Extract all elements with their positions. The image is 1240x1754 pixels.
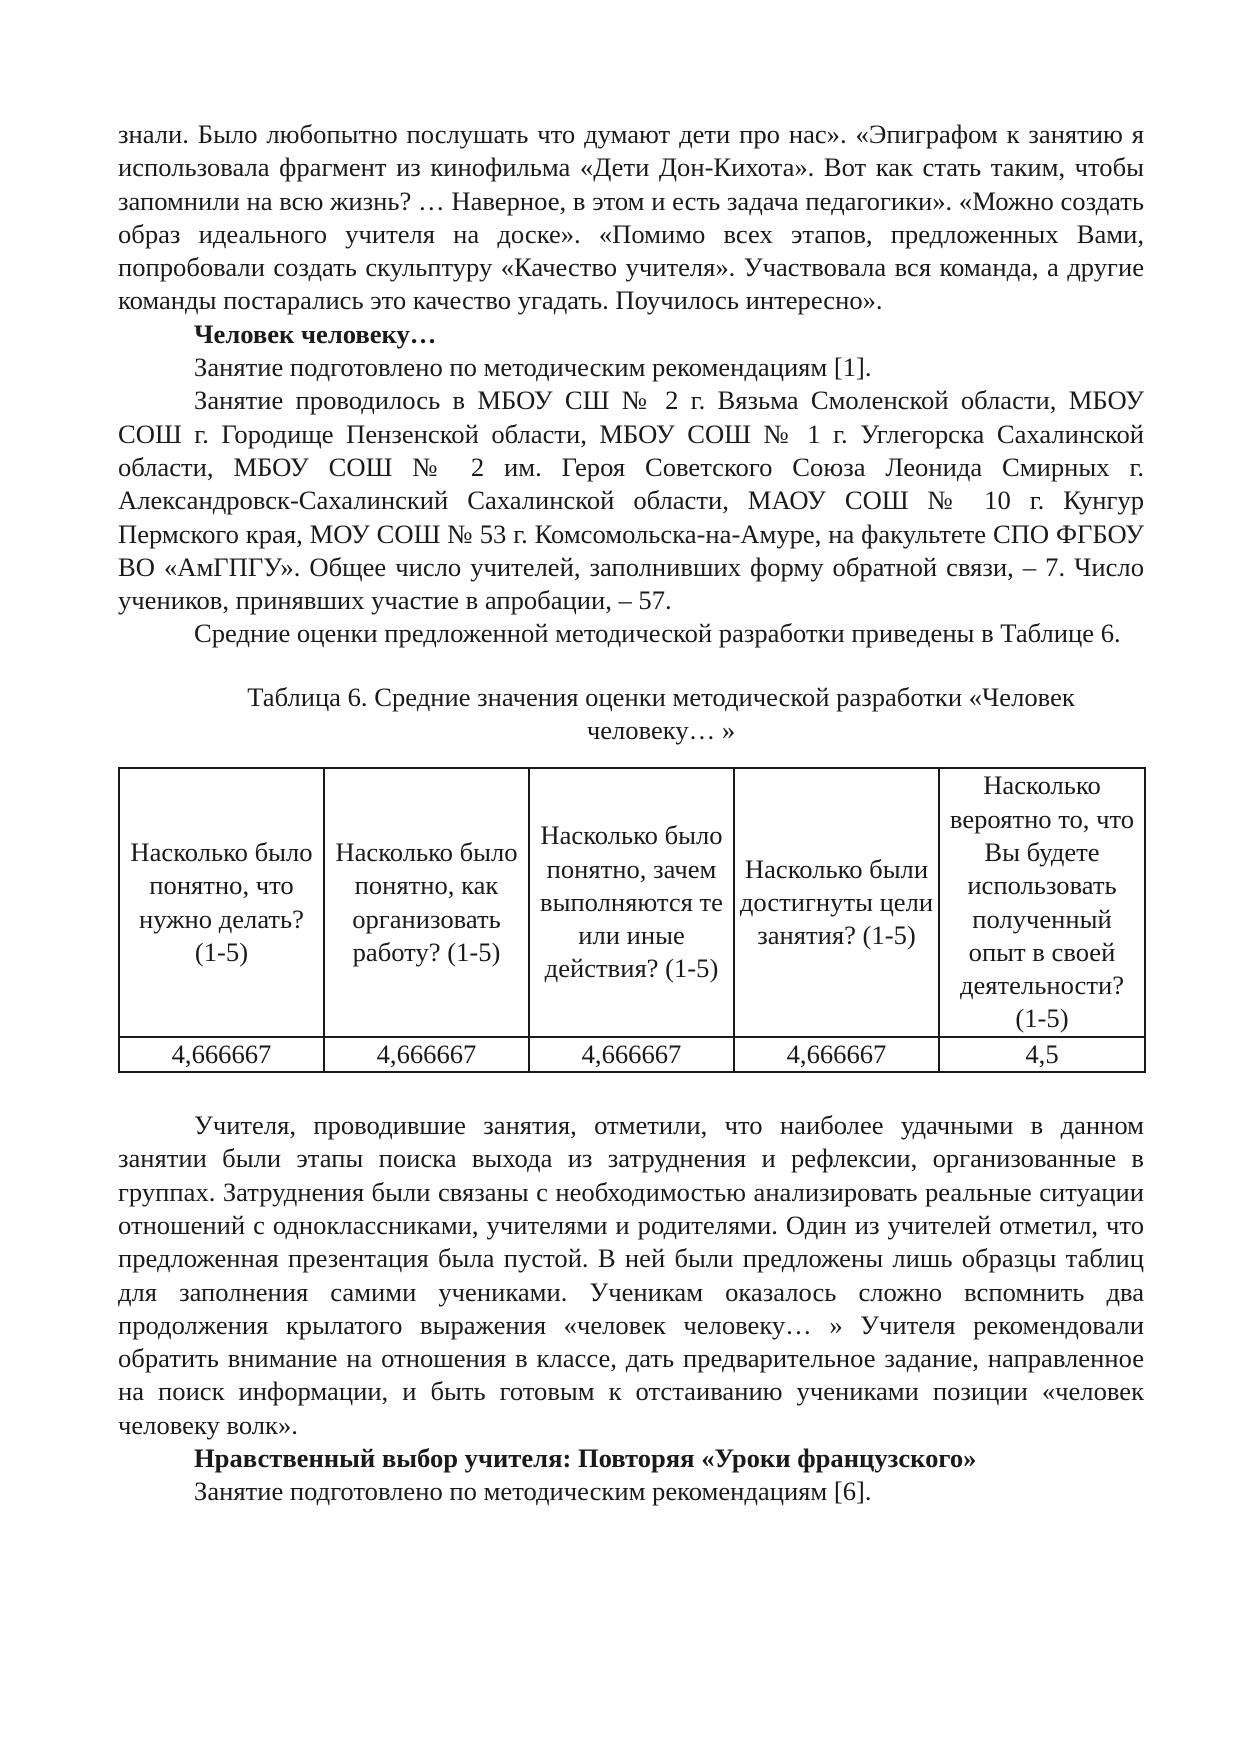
paragraph-recommendations-1: Занятие подготовлено по методическим рекомендациям [1]. — [194, 352, 872, 383]
table-header-row — [119, 768, 1145, 1036]
table-row — [119, 1037, 1145, 1072]
table-cell: 4,666667 — [324, 1037, 529, 1072]
paragraph-schools: Занятие проводилось в МБОУ СШ № 2 г. Вязьма Смоленской области, МБОУ СОШ г. Городище Пензенской области, МБОУ СОШ № 1 г. Углегорска Сахалинской области, МБОУ СОШ № 2 им. Героя Советского Союза Леонида Смирных г. Александровск-Сахалинский Сахалинской области, МАОУ СОШ № 10 г. Кунгур Пермского края, МОУ СОШ № 53 г. Комсомольска-на-Амуре, на факультете СПО ФГБОУ ВО «АмГПГУ». Общее число учителей, заполнивших форму обратной связи, – 7. Число учеников, принявших участие в апробации, – 57. — [118, 385, 1144, 616]
table-header-cell: Насколько было понятно, зачем выполняются те или иные действия? (1-5) — [529, 768, 734, 1036]
document-page — [118, 118, 1144, 1509]
paragraph-table-intro: Средние оценки предложенной методической разработки приведены в Таблице 6. — [194, 618, 1121, 649]
table-header-cell: Насколько было понятно, что нужно делать? (1-5) — [119, 768, 324, 1036]
table-header-cell: Насколько были достигнуты цели занятия? (1-5) — [734, 768, 939, 1036]
section-heading-chelovek: Человек человеку… — [194, 318, 437, 349]
table-cell: 4,666667 — [734, 1037, 939, 1072]
table-header-cell: Насколько вероятно то, что Вы будете использовать полученный опыт в своей деятельности? (1-5) — [939, 768, 1145, 1036]
table-cell: 4,666667 — [529, 1037, 734, 1072]
paragraph-recommendations-6: Занятие подготовлено по методическим рекомендациям [6]. — [194, 1476, 872, 1507]
table-cell: 4,666667 — [119, 1037, 324, 1072]
table-caption: Таблица 6. Средние значения оценки методической разработки «Человек человеку… » — [247, 681, 1075, 746]
paragraph-teacher-notes: Учителя, проводившие занятия, отметили, что наиболее удачными в данном занятии были этапы поиска выхода из затруднения и рефлексии, организованные в группах. Затруднения были связаны с необходимостью анализировать реальные ситуации отношений с одноклассниками, учителями и родителями. Один из учителей отметил, что предложенная презентация была пустой. В ней были предложены лишь образцы таблиц для заполнения самими учениками. Ученикам оказалось сложно вспомнить два продолжения крылатого выражения «человек человеку… » Учителя рекомендовали обратить внимание на отношения в классе, дать предварительное задание, направленное на поиск информации, и быть готовым к отстаиванию учениками позиции «человек человеку волк». — [118, 1110, 1144, 1440]
section-heading-moral-choice: Нравственный выбор учителя: Повторяя «Уроки французского» — [194, 1442, 977, 1473]
table-header-cell: Насколько было понятно, как организовать работу? (1-5) — [324, 768, 529, 1036]
paragraph-feedback-quotes: знали. Было любопытно послушать что думают дети про нас». «Эпиграфом к занятию я использовала фрагмент из кинофильма «Дети Дон-Кихота». Вот как стать таким, чтобы запомнили на всю жизнь? … Наверное, в этом и есть задача педагогики». «Можно создать образ идеального учителя на доске». «Помимо всех этапов, предложенных Вами, попробовали создать скульптуру «Качество учителя». Участвовала вся команда, а другие команды постарались это качество угадать. Поучилось интересно». — [118, 119, 1144, 316]
table-cell: 4,5 — [939, 1037, 1145, 1072]
ratings-table — [118, 767, 1146, 1073]
